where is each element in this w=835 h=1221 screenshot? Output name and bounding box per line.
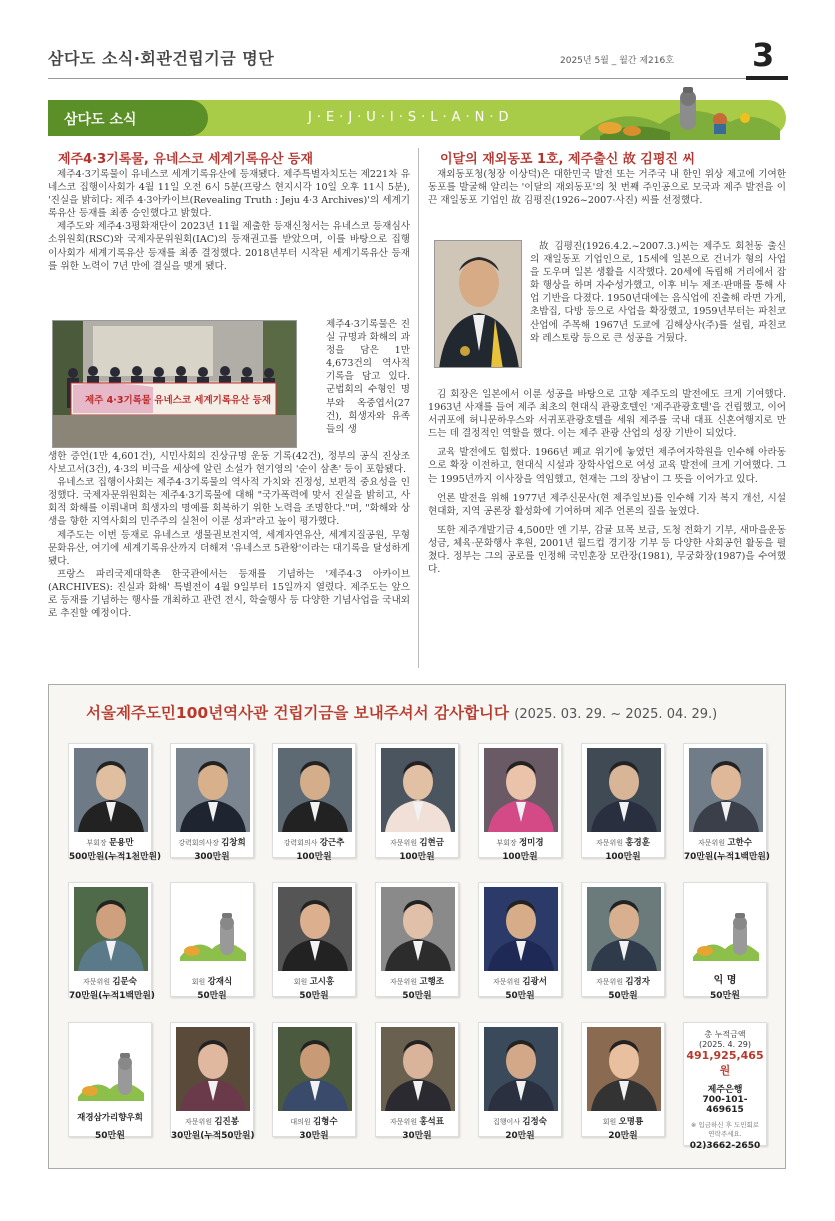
donor-name: 홍경훈 xyxy=(625,838,650,848)
donor-list-title-text: 서울제주도민100년역사관 건립기금을 보내주셔서 감사합니다 xyxy=(86,704,509,722)
paragraph: 제주도와 제주4·3평화재단이 2023년 11월 제출한 등재신청서는 유네스코 등재심사소위원회(RSC)와 국제자문위원회(IAC)의 등재권고를 받았으며, 이를 바탕으로 집행이사회가 세계기록유산 등재를 최종 결정했다. 2018년부터 시작된 세계기록유산 등재를 위한 노력이 7년 만에 결실을 맺게 됐다. xyxy=(48,221,410,272)
donor-name: 강재식 xyxy=(207,977,233,987)
donor-name: 문용만 xyxy=(108,838,134,848)
donor-name: 재경삼가리향우회 xyxy=(77,1113,143,1123)
paragraph: 유네스코 집행이사회는 제주4·3기록물의 역사적 가치와 진정성, 보편적 중요성을 인정했다. 국제자문위원회는 제주4·3기록물에 대해 "국가폭력에 맞서 진실을 밝히고, 사회적 화해를 이뤄내며 희생자의 명예를 회복하기 위한 노력을 조명한다."며, "화해와 상생을 향한 지역사회의 민주주의 실천이 이룬 성과"라고 높이 평가했다. xyxy=(48,477,410,528)
donor-card xyxy=(375,743,459,862)
total-label: 총 누적금액 xyxy=(704,1030,746,1039)
column-divider xyxy=(418,148,419,668)
article2-headline: 이달의 재외동포 1호, 제주출신 故 김평진 씨 xyxy=(440,152,696,167)
unesco-ceremony-photo xyxy=(52,320,297,448)
donor-photo xyxy=(381,1027,455,1111)
total-amount: 491,925,465원 xyxy=(686,1049,764,1077)
donor-name: 홍석표 xyxy=(419,1117,444,1127)
donor-amount: 500만원(누적1천만원) xyxy=(69,852,162,862)
donor-amount: 70만원(누적1백만원) xyxy=(684,852,770,862)
article2-intro xyxy=(428,168,786,207)
banner-subtitle: J·E·J·U·I·S·L·A·N·D xyxy=(308,110,514,125)
donor-role-name xyxy=(171,1115,253,1127)
donor-name: 김현금 xyxy=(419,838,444,848)
donor-card xyxy=(683,743,770,862)
donor-name: 김형수 xyxy=(312,1117,338,1127)
donor-name: 김문숙 xyxy=(112,977,137,987)
donor-card xyxy=(170,1022,255,1141)
donor-amount: 300만원 xyxy=(194,852,230,862)
donor-role-name xyxy=(171,836,253,848)
donor-name: 고행조 xyxy=(419,977,444,987)
donor-photo xyxy=(278,887,352,971)
donor-role: 자문위원 xyxy=(698,839,726,847)
donor-photo xyxy=(587,748,661,832)
donor-amount: 50만원 xyxy=(402,991,432,1001)
photo-banner-text: 제주 4·3기록물 유네스코 세계기록유산 등재 xyxy=(84,395,272,406)
donor-photo xyxy=(74,748,148,832)
donor-role: 부회장 xyxy=(86,839,107,847)
donor-name: 익 명 xyxy=(713,975,737,986)
donor-role-name xyxy=(69,836,151,848)
donor-card xyxy=(272,882,356,1001)
donor-role: 자문위원 xyxy=(185,1118,213,1126)
page-number: 3 xyxy=(752,36,775,74)
donor-card xyxy=(478,882,562,1001)
donor-role-name xyxy=(582,1115,664,1127)
paragraph: 또한 제주개발기금 4,500만 엔 기부, 감귤 묘목 보급, 도청 전화기 기부, 새마을운동 성금, 체육·문화행사 후원, 2001년 월드컵 경기장 기부 등 다양한 사회공헌 활동을 펼쳤다. 정부는 그의 공로를 인정해 국민훈장 모란장(1981), 무궁화장(1987)을 수여했다. xyxy=(428,524,786,576)
paragraph: 언론 발전을 위해 1977년 제주신문사(현 제주일보)를 인수해 기자 복지 개선, 시설 현대화, 지역 공론장 활성화에 기여하며 제주 언론의 질을 높였다. xyxy=(428,492,786,517)
donor-card xyxy=(68,743,162,862)
donor-role-name xyxy=(479,836,561,848)
donor-card xyxy=(478,1022,562,1141)
paragraph: 제주4·3기록물은 진실 규명과 화해의 과정을 담은 1만 4,673건의 역사적 기록을 담고 있다. 군법회의 수형인 명부와 옥중엽서(27건), 희생자와 유족들의 생 xyxy=(326,319,410,435)
donor-photo xyxy=(381,748,455,832)
donor-amount: 50만원 xyxy=(710,991,740,1001)
paragraph: 제주4·3기록물이 유네스코 세계기록유산에 등재됐다. 제주특별자치도는 제221차 유네스코 집행이사회가 4월 11일 오전 6시 5분(프랑스 현지시각 10일 오후 11시 5분), '진실을 밝히다: 제주 4·3아카이브(Revealing Truth : Jeju 4·3 Archives)'의 세계기록유산 등재를 최종 승인했다고 밝혔다. xyxy=(48,169,410,220)
donor-name: 고한수 xyxy=(727,838,752,848)
donor-photo xyxy=(176,1027,250,1111)
paragraph: 프랑스 파리국제대학촌 한국관에서는 등재를 기념하는 '제주4·3 아카이브(ARCHIVES): 진실과 화해' 특별전이 4월 9일부터 15일까지 열렸다. 제주도는 앞으로 등재를 기념하는 행사를 개최하고 관련 전시, 학술행사 등 다양한 기념사업을 국내외로 추진할 예정이다. xyxy=(48,568,410,620)
paragraph: 제주도는 이번 등재로 유네스코 생물권보전지역, 세계자연유산, 세계지질공원, 무형문화유산, 여기에 세계기록유산까지 더해져 '유네스코 5관왕'이라는 대기록을 달성하게 됐다. xyxy=(48,529,410,567)
donor-amount: 30만원 xyxy=(299,1131,329,1141)
donor-amount: 50만원 xyxy=(299,991,329,1001)
donor-role: 자문위원 xyxy=(493,978,521,986)
donor-list-title xyxy=(86,701,717,723)
donor-role-name xyxy=(582,975,664,987)
article2-wrap xyxy=(530,240,786,345)
article2-body xyxy=(428,388,786,576)
donor-photo xyxy=(689,748,763,832)
donor-card xyxy=(478,743,562,862)
donor-name: 김광서 xyxy=(522,977,547,987)
article1-body-top xyxy=(48,168,410,273)
bank-account: 700-101-469615 xyxy=(702,1095,748,1115)
donor-name: 오명룡 xyxy=(618,1117,644,1127)
contact-phone: 02)3662-2650 xyxy=(689,1141,761,1151)
donor-role: 자문위원 xyxy=(596,839,624,847)
article1-headline: 제주4·3기록물, 유네스코 세계기록유산 등재 xyxy=(58,152,314,167)
donor-role-name xyxy=(582,836,664,848)
donor-role-name xyxy=(684,836,766,848)
deposit-note: ※ 입금하신 후 도민회로 연락주세요. xyxy=(690,1121,760,1138)
paragraph: 故 김평진(1926.4.2.~2007.3.)씨는 제주도 회천동 출신의 재일동포 기업인으로, 15세에 일본으로 건너가 형의 사업을 도우며 일본 생활을 시작했다. 20세에 독립해 거리에서 잡화 행상을 하며 자수성가했고, 이후 비누 제조·판매를 통해 사업 기반을 다졌다. 1950년대에는 음식업에 진출해 라면 가게, 초밥집, 다방 등으로 사업을 확장했고, 1959년부터는 파친코 산업에 주목해 1967년 도쿄에 김해상사(주)를 설립, 파친코와 레스토랑 등으로 큰 성공을 거뒀다. xyxy=(530,241,786,344)
donor-role-name xyxy=(376,975,458,987)
donor-amount: 100만원 xyxy=(399,852,435,862)
donor-name: 정미경 xyxy=(518,838,544,848)
donor-list-period: (2025. 03. 29. ~ 2025. 04. 29.) xyxy=(514,707,718,722)
donor-card xyxy=(375,882,459,1001)
donor-role: 자문위원 xyxy=(596,978,624,986)
donor-card xyxy=(170,882,254,1001)
donor-photo xyxy=(74,1027,148,1105)
donor-amount: 50만원 xyxy=(505,991,535,1001)
banner-label: 삼다도 소식 xyxy=(64,112,137,128)
donor-amount: 30만원 xyxy=(402,1131,432,1141)
article1-body-wrap xyxy=(326,318,410,436)
header-rule xyxy=(48,78,788,79)
donor-amount: 50만원 xyxy=(197,991,227,1001)
group-donor-card xyxy=(68,1022,152,1141)
donor-photo xyxy=(587,1027,661,1111)
donor-role: 자문위원 xyxy=(390,978,418,986)
donor-amount: 100만원 xyxy=(296,852,332,862)
bank-name: 제주은행 xyxy=(707,1085,743,1095)
donor-card xyxy=(272,743,356,862)
total-date: (2025. 4. 29) xyxy=(698,1040,752,1049)
donor-name: 김창희 xyxy=(221,838,246,848)
issue-info: 2025년 5월 _ 월간 제216호 xyxy=(560,56,674,66)
donor-role: 회원 xyxy=(191,978,206,986)
donor-photo xyxy=(484,1027,558,1111)
donor-photo xyxy=(278,1027,352,1111)
donor-role: 회원 xyxy=(602,1118,617,1126)
donor-card xyxy=(581,743,665,862)
donor-card xyxy=(581,882,665,1001)
donor-photo xyxy=(689,887,763,965)
donor-card xyxy=(272,1022,356,1141)
jeju-landscape-icon xyxy=(580,84,780,140)
donor-card xyxy=(375,1022,459,1141)
donor-role: 대의원 xyxy=(290,1118,311,1126)
article1-body-bottom xyxy=(48,450,410,620)
donor-amount: 20만원 xyxy=(505,1131,535,1141)
donor-role: 자문위원 xyxy=(390,839,418,847)
donor-name: 김진봉 xyxy=(214,1117,239,1127)
donor-role: 자문위원 xyxy=(83,978,111,986)
donor-photo xyxy=(176,748,250,832)
donor-role: 부회장 xyxy=(496,839,517,847)
paragraph: 생한 증언(1만 4,601건), 시민사회의 진상규명 운동 기록(42건), 정부의 공식 진상조사보고서(3건), 4·3의 비극을 세상에 알린 소설가 현기영의 '순이 삼촌' 등이 포함됐다. xyxy=(48,451,410,476)
donor-role: 강력회의사장 xyxy=(178,839,219,847)
donor-amount: 100만원 xyxy=(502,852,538,862)
donor-amount: 70만원(누적1백만원) xyxy=(69,991,155,1001)
donor-role: 자문위원 xyxy=(390,1118,418,1126)
paragraph: 김 회장은 일본에서 이룬 성공을 바탕으로 고향 제주도의 발전에도 크게 기여했다. 1963년 사재를 들여 제주 최초의 현대식 관광호텔인 '제주관광호텔'을 건립했고, 이어 서귀포에 허니문하우스와 서귀포관광호텔을 세워 제주를 국내 대표 신혼여행지로 만드는 데 결정적인 역할을 했다. 이는 제주 관광 산업의 성장 기반이 되었다. xyxy=(428,389,786,440)
donor-role: 회원 xyxy=(293,978,308,986)
donor-photo xyxy=(381,887,455,971)
donor-photo xyxy=(587,887,661,971)
donor-role-name xyxy=(273,836,355,848)
donor-role-name xyxy=(479,1115,561,1127)
kim-pyeongjin-portrait xyxy=(434,240,522,368)
donor-photo xyxy=(484,748,558,832)
donor-role-name xyxy=(376,1115,458,1127)
donor-name: 강근추 xyxy=(319,838,345,848)
donor-amount: 50만원 xyxy=(95,1131,125,1141)
total-donation-card xyxy=(683,1022,767,1151)
anonymous-donor-card xyxy=(683,882,767,1001)
donor-amount: 20만원 xyxy=(608,1131,638,1141)
donor-name: 김경자 xyxy=(625,977,650,987)
paragraph: 재외동포청(청장 이상덕)은 대한민국 발전 또는 거주국 내 한인 위상 제고에 기여한 동포를 발굴해 알리는 '이달의 재외동포'의 첫 번째 주인공으로 모국과 제주 발전을 이끈 재일동포 기업인 故 김평진(1926~2007·사진) 씨를 선정했다. xyxy=(428,169,786,207)
donor-role-name xyxy=(376,836,458,848)
donor-photo xyxy=(176,887,250,971)
donor-photo xyxy=(74,887,148,971)
donor-card xyxy=(581,1022,665,1141)
donor-amount: 100만원 xyxy=(605,852,641,862)
donor-role-name xyxy=(479,975,561,987)
section-title: 삼다도 소식·회관건립기금 명단 xyxy=(48,49,275,68)
donor-role: 집행이사 xyxy=(493,1118,521,1126)
donor-amount: 30만원(누적50만원) xyxy=(171,1131,255,1141)
page-number-underline xyxy=(746,76,788,80)
donor-role-name xyxy=(69,975,151,987)
donor-photo xyxy=(484,887,558,971)
donor-photo xyxy=(278,748,352,832)
donor-card xyxy=(68,882,155,1001)
donor-name: 고시홍 xyxy=(309,977,335,987)
donor-card xyxy=(170,743,254,862)
paragraph: 교육 발전에도 힘썼다. 1966년 폐교 위기에 놓였던 제주여자학원을 인수해 아라동으로 확장 이전하고, 현대식 시설과 장학사업으로 여성 교육 발전에 크게 기여했다. 그는 1995년까지 이사장을 역임했고, 현재는 그의 장남이 그 뜻을 이어가고 있다. xyxy=(428,447,786,485)
donor-amount: 50만원 xyxy=(608,991,638,1001)
donor-role-name xyxy=(273,1115,355,1127)
donor-role-name xyxy=(273,975,355,987)
donor-name: 김정숙 xyxy=(522,1117,547,1127)
donor-role-name xyxy=(171,975,253,987)
donor-role: 강력회의사 xyxy=(283,839,318,847)
